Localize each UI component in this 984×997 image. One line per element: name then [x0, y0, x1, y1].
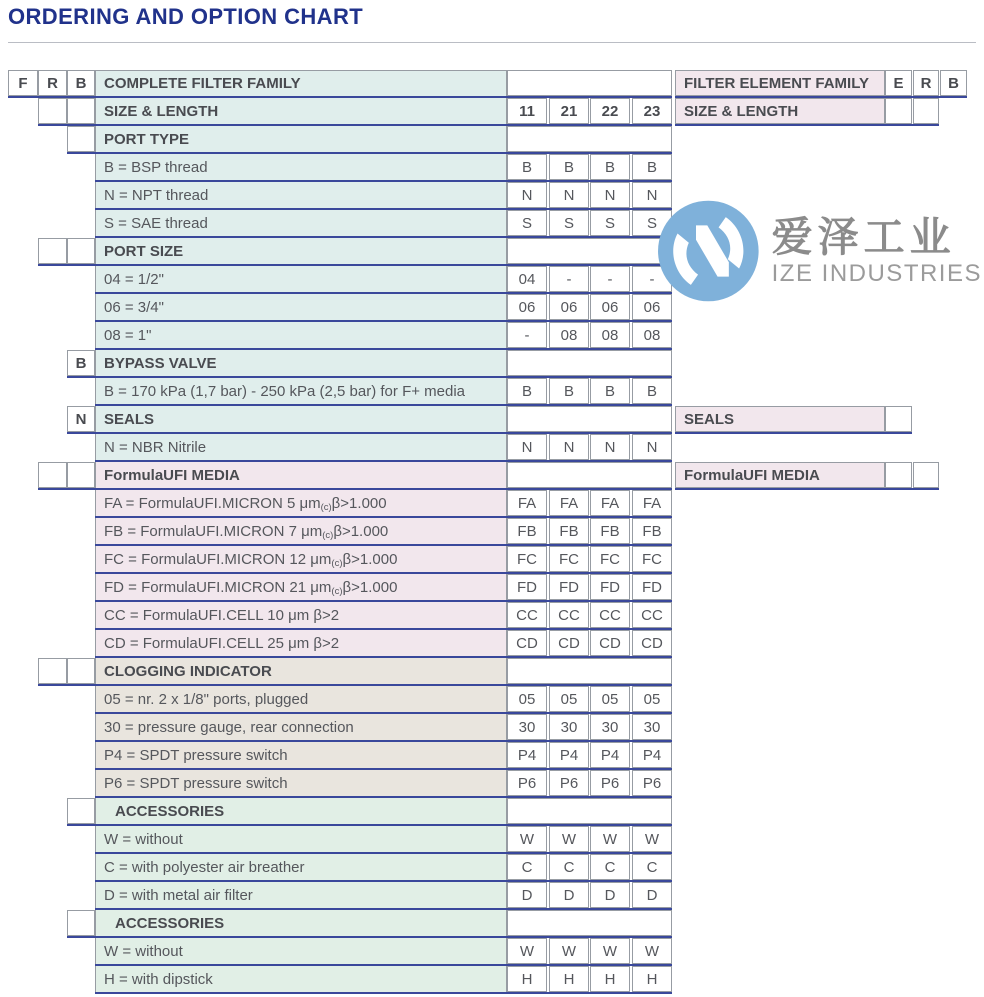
option-code-cell: N [590, 182, 630, 208]
option-label-part: FB = FormulaUFI.MICRON 7 μm [104, 522, 323, 540]
option-code-cell: FD [507, 574, 547, 600]
option-code-cell: P4 [549, 742, 589, 768]
watermark [657, 194, 982, 308]
option-label: C = with polyester air breather [95, 854, 507, 880]
option-label: S = SAE thread [95, 210, 507, 236]
option-code-cell: 22 [590, 98, 630, 124]
code-box-empty [38, 238, 67, 264]
option-code-cell: 11 [507, 98, 547, 124]
element-section-label: SIZE & LENGTH [675, 98, 885, 124]
code-box-empty [67, 238, 95, 264]
option-code-cell: FB [590, 518, 630, 544]
option-code-cell: N [549, 182, 589, 208]
option-code-cell: S [590, 210, 630, 236]
option-label [95, 518, 507, 544]
brand-name-chinese: 爱泽工业 [771, 213, 956, 260]
option-code-cell: H [632, 966, 672, 992]
element-code-box-empty [885, 406, 912, 432]
option-code-cell: FD [590, 574, 630, 600]
option-code-cell: 06 [590, 294, 630, 320]
option-code-cell: N [632, 434, 672, 460]
option-code-cell: 30 [632, 714, 672, 740]
option-code-cell: 30 [590, 714, 630, 740]
code-box-empty [67, 658, 95, 684]
option-code-cell: FB [549, 518, 589, 544]
element-section-label: SEALS [675, 406, 885, 432]
option-code-cell: 08 [590, 322, 630, 348]
element-section-label: FormulaUFI MEDIA [675, 462, 885, 488]
option-code-cell: S [549, 210, 589, 236]
option-code-cell: 08 [549, 322, 589, 348]
option-label: W = without [95, 826, 507, 852]
option-code-cell: B [590, 378, 630, 404]
option-code-cell: W [549, 826, 589, 852]
value-span-cell [507, 798, 672, 824]
option-label-part: β>1.000 [333, 522, 389, 540]
element-code-box-empty [885, 462, 912, 488]
section-header-label: PORT TYPE [95, 126, 507, 152]
element-row-divider [675, 432, 912, 434]
element-code-box-empty [885, 98, 912, 124]
option-code-cell: 30 [549, 714, 589, 740]
section-header-label: SIZE & LENGTH [95, 98, 507, 124]
option-code-cell: B [590, 154, 630, 180]
option-code-cell: CD [507, 630, 547, 656]
option-label: H = with dipstick [95, 966, 507, 992]
option-code-cell: CD [632, 630, 672, 656]
option-code-cell: FC [549, 546, 589, 572]
option-code-cell: W [549, 938, 589, 964]
option-label-part: (c) [322, 529, 334, 541]
option-code-cell: CD [590, 630, 630, 656]
option-code-cell: FB [507, 518, 547, 544]
row-divider [95, 992, 672, 994]
option-code-cell: B [632, 154, 672, 180]
code-box-empty [67, 126, 95, 152]
option-code-cell: - [590, 266, 630, 292]
option-code-cell: FC [507, 546, 547, 572]
option-code-cell: 08 [632, 322, 672, 348]
option-code-cell: 05 [549, 686, 589, 712]
option-code-cell: W [632, 938, 672, 964]
option-code-cell: N [507, 182, 547, 208]
option-label: 06 = 3/4" [95, 294, 507, 320]
option-code-cell: P4 [632, 742, 672, 768]
option-label: 08 = 1" [95, 322, 507, 348]
option-label: P4 = SPDT pressure switch [95, 742, 507, 768]
option-code-cell: - [507, 322, 547, 348]
option-label: 05 = nr. 2 x 1/8" ports, plugged [95, 686, 507, 712]
brand-name-english: IZE INDUSTRIES [771, 259, 982, 287]
value-span-cell [507, 406, 672, 432]
option-code-cell: 05 [507, 686, 547, 712]
option-label [95, 574, 507, 600]
section-header-label: SEALS [95, 406, 507, 432]
option-label-part: β>1.000 [342, 550, 398, 568]
option-label-part: β>1.000 [342, 578, 398, 596]
element-section-label: FILTER ELEMENT FAMILY [675, 70, 885, 96]
option-code-cell: W [507, 938, 547, 964]
option-label: CC = FormulaUFI.CELL 10 μm β>2 [95, 602, 507, 628]
option-label: 30 = pressure gauge, rear connection [95, 714, 507, 740]
option-code-cell: H [549, 966, 589, 992]
code-box-empty [67, 462, 95, 488]
option-label: W = without [95, 938, 507, 964]
option-code-cell: 05 [590, 686, 630, 712]
option-code-cell: B [632, 378, 672, 404]
option-code-cell: W [507, 826, 547, 852]
element-code-box-empty [913, 462, 939, 488]
option-code-cell: D [549, 882, 589, 908]
option-code-cell: 06 [507, 294, 547, 320]
option-code-cell: FD [632, 574, 672, 600]
option-code-cell: P6 [632, 770, 672, 796]
section-header-label: PORT SIZE [95, 238, 507, 264]
option-code-cell: D [590, 882, 630, 908]
option-code-cell: P6 [590, 770, 630, 796]
element-row-divider [675, 488, 939, 490]
option-code-cell: B [507, 154, 547, 180]
option-code-cell: 06 [549, 294, 589, 320]
section-header-label: ACCESSORIES [95, 910, 507, 936]
option-code-cell: B [549, 378, 589, 404]
value-span-cell [507, 126, 672, 152]
option-label: B = 170 kPa (1,7 bar) - 250 kPa (2,5 bar) for F+ media [95, 378, 507, 404]
option-label-part: (c) [320, 501, 332, 513]
option-code-cell: - [632, 266, 672, 292]
option-label: D = with metal air filter [95, 882, 507, 908]
option-code-cell: B [507, 378, 547, 404]
section-header-label: ACCESSORIES [95, 798, 507, 824]
option-code-cell: CC [549, 602, 589, 628]
option-code-cell: FB [632, 518, 672, 544]
option-code-cell: W [590, 938, 630, 964]
option-code-cell: FA [632, 490, 672, 516]
title-divider [8, 42, 976, 43]
code-box-empty [38, 98, 67, 124]
option-code-cell: C [549, 854, 589, 880]
option-label-part: FA = FormulaUFI.MICRON 5 μm [104, 494, 321, 512]
option-code-cell: P6 [507, 770, 547, 796]
option-label: P6 = SPDT pressure switch [95, 770, 507, 796]
element-row-divider [675, 124, 939, 126]
option-code-cell: B [549, 154, 589, 180]
value-span-cell [507, 462, 672, 488]
option-code-cell: FC [590, 546, 630, 572]
element-code-box-r: R [913, 70, 939, 96]
option-code-cell: D [632, 882, 672, 908]
option-code-cell: C [632, 854, 672, 880]
code-box-empty [38, 462, 67, 488]
option-code-cell: N [549, 434, 589, 460]
option-code-cell: FA [590, 490, 630, 516]
code-box-empty [38, 658, 67, 684]
code-box-empty [67, 910, 95, 936]
option-code-cell: CC [507, 602, 547, 628]
option-code-cell: H [507, 966, 547, 992]
section-header-label: CLOGGING INDICATOR [95, 658, 507, 684]
option-label: 04 = 1/2" [95, 266, 507, 292]
option-code-cell: FC [632, 546, 672, 572]
option-code-cell: N [632, 182, 672, 208]
value-span-cell [507, 910, 672, 936]
option-code-cell: - [549, 266, 589, 292]
element-code-box-e: E [885, 70, 912, 96]
code-box-r: R [38, 70, 67, 96]
option-label: B = BSP thread [95, 154, 507, 180]
option-code-cell: 04 [507, 266, 547, 292]
option-code-cell: S [632, 210, 672, 236]
option-code-cell: W [632, 826, 672, 852]
option-code-cell: S [507, 210, 547, 236]
code-box-empty [67, 798, 95, 824]
option-code-cell: P4 [507, 742, 547, 768]
page-title: ORDERING AND OPTION CHART [8, 4, 364, 29]
ize-circle-logo-icon [657, 189, 760, 313]
option-code-cell: N [590, 434, 630, 460]
option-code-cell: 05 [632, 686, 672, 712]
option-code-cell: N [507, 434, 547, 460]
code-box-b: B [67, 350, 95, 376]
option-code-cell: H [590, 966, 630, 992]
option-code-cell: CC [632, 602, 672, 628]
code-box-f: F [8, 70, 38, 96]
value-span-cell [507, 70, 672, 96]
option-code-cell: FA [549, 490, 589, 516]
option-code-cell: FA [507, 490, 547, 516]
option-label: N = NBR Nitrile [95, 434, 507, 460]
option-code-cell: C [507, 854, 547, 880]
element-code-box-empty [913, 98, 939, 124]
option-code-cell: W [590, 826, 630, 852]
option-label-part: (c) [331, 585, 343, 597]
option-code-cell: CD [549, 630, 589, 656]
option-label-part: FC = FormulaUFI.MICRON 12 μm [104, 550, 332, 568]
section-header-label: FormulaUFI MEDIA [95, 462, 507, 488]
code-box-empty [67, 98, 95, 124]
value-span-cell [507, 350, 672, 376]
option-code-cell: D [507, 882, 547, 908]
option-label-part: β>1.000 [331, 494, 387, 512]
option-code-cell: FD [549, 574, 589, 600]
element-code-box-b: B [940, 70, 967, 96]
option-label [95, 546, 507, 572]
option-code-cell: CC [590, 602, 630, 628]
option-code-cell: 06 [632, 294, 672, 320]
option-code-cell: C [590, 854, 630, 880]
option-code-cell: P6 [549, 770, 589, 796]
section-header-label: COMPLETE FILTER FAMILY [95, 70, 507, 96]
section-header-label: BYPASS VALVE [95, 350, 507, 376]
value-span-cell [507, 658, 672, 684]
option-code-cell: P4 [590, 742, 630, 768]
option-label: CD = FormulaUFI.CELL 25 μm β>2 [95, 630, 507, 656]
code-box-b: B [67, 70, 95, 96]
option-label: N = NPT thread [95, 182, 507, 208]
value-span-cell [507, 238, 672, 264]
option-code-cell: 23 [632, 98, 672, 124]
option-code-cell: 30 [507, 714, 547, 740]
option-label-part: (c) [331, 557, 343, 569]
option-code-cell: 21 [549, 98, 589, 124]
code-box-n: N [67, 406, 95, 432]
option-label-part: FD = FormulaUFI.MICRON 21 μm [104, 578, 332, 596]
option-label [95, 490, 507, 516]
